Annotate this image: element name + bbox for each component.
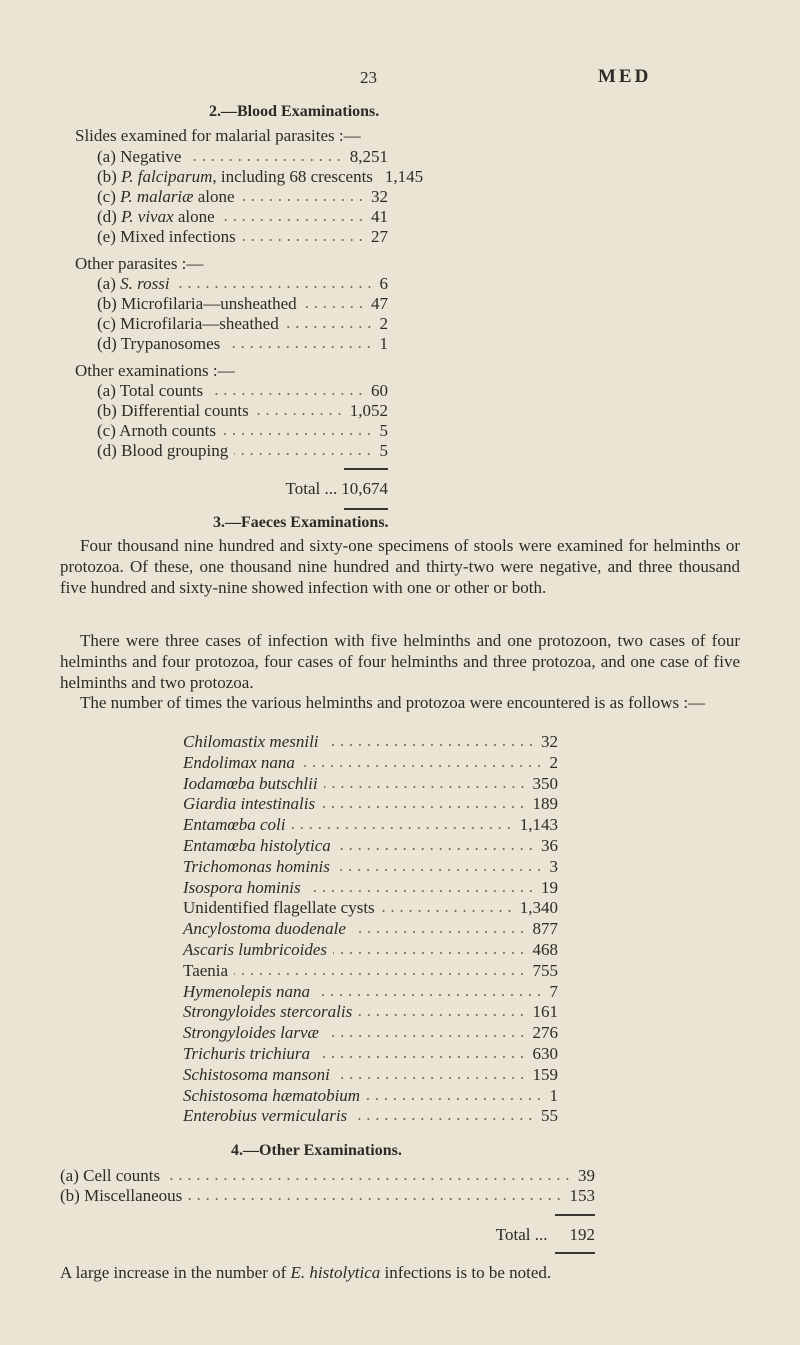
total-value: 10,674 bbox=[341, 479, 388, 498]
organism-count: 1,143 bbox=[519, 815, 558, 835]
paragraph: The number of times the various helminths and protozoa were encountered is as follows :— bbox=[80, 693, 706, 712]
total-label: Total ... bbox=[495, 1225, 548, 1244]
dot-leader bbox=[241, 198, 365, 202]
organism-count: 755 bbox=[532, 960, 558, 980]
organism-row bbox=[183, 1106, 558, 1126]
dot-leader bbox=[316, 1055, 526, 1059]
label-segment: (a) Total counts bbox=[97, 381, 204, 400]
organism-name: Endolimax nana bbox=[183, 752, 295, 772]
organism-row bbox=[183, 753, 558, 773]
organism-row bbox=[183, 878, 558, 898]
organism-name: Strongyloides larvæ bbox=[183, 1023, 319, 1043]
dot-leader bbox=[187, 158, 343, 162]
dot-leader bbox=[291, 826, 513, 830]
organism-count: 2 bbox=[549, 752, 558, 772]
row-value: 1 bbox=[379, 334, 388, 353]
organism-row bbox=[183, 1086, 558, 1106]
dot-leader bbox=[242, 238, 365, 242]
organism-row bbox=[183, 1023, 558, 1043]
dot-leader bbox=[336, 868, 544, 872]
organism-name: Strongyloides stercoralis bbox=[183, 1002, 353, 1022]
organism-name: Enterobius vermicularis bbox=[183, 1106, 348, 1126]
row-value: 8,251 bbox=[349, 147, 388, 166]
note-segment: A large increase in the number of bbox=[60, 1263, 291, 1282]
dot-leader bbox=[303, 305, 365, 309]
dot-leader bbox=[176, 285, 374, 289]
blood-row bbox=[97, 147, 388, 167]
organism-count: 1,340 bbox=[519, 898, 558, 918]
dot-leader bbox=[325, 1034, 527, 1038]
label-segment: (d) Blood grouping bbox=[97, 441, 229, 460]
organism-row bbox=[183, 1044, 558, 1064]
organism-row bbox=[183, 794, 558, 814]
closing-note bbox=[60, 1263, 551, 1283]
row-label bbox=[97, 207, 215, 227]
dot-leader bbox=[381, 909, 514, 913]
label-segment: (d) bbox=[97, 207, 122, 226]
row-label bbox=[97, 441, 228, 461]
blood-row bbox=[97, 227, 388, 247]
total-rule bbox=[555, 1214, 595, 1216]
blood-row bbox=[97, 274, 388, 294]
label-segment: (b) Differential counts bbox=[97, 401, 249, 420]
organism-name: Ancylostoma duodenale bbox=[183, 919, 346, 939]
label-segment: (e) Mixed infections bbox=[97, 227, 236, 246]
row-label bbox=[97, 314, 279, 334]
organism-name: Unidentified flagellate cysts bbox=[183, 898, 375, 918]
dot-leader bbox=[321, 805, 526, 809]
faeces-section-title: 3.—Faeces Examinations. bbox=[213, 514, 389, 531]
organism-name: Entamœba coli bbox=[183, 815, 286, 835]
row-value: 5 bbox=[379, 421, 388, 440]
label-segment: (c) Microfilaria—sheathed bbox=[97, 314, 279, 333]
dot-leader bbox=[325, 743, 535, 747]
organism-count: 189 bbox=[532, 794, 558, 814]
row-value: 39 bbox=[578, 1166, 595, 1185]
dot-leader bbox=[226, 345, 373, 349]
organism-name: Iodamœba butschlii bbox=[183, 773, 318, 793]
dot-leader bbox=[301, 764, 544, 768]
label-segment: alone bbox=[193, 187, 235, 206]
total-double-rule bbox=[344, 508, 388, 510]
dot-leader bbox=[333, 951, 526, 955]
row-label bbox=[97, 147, 181, 167]
row-value: 2 bbox=[379, 314, 388, 333]
row-value: 1,052 bbox=[349, 401, 388, 420]
row-label bbox=[97, 167, 373, 187]
organism-count: 19 bbox=[541, 877, 558, 897]
row-label bbox=[97, 227, 236, 247]
other-row bbox=[60, 1186, 595, 1206]
row-value: 27 bbox=[371, 227, 388, 246]
label-segment: (a) Negative bbox=[97, 147, 182, 166]
dot-leader bbox=[234, 452, 373, 456]
dot-leader bbox=[352, 930, 527, 934]
dot-leader bbox=[336, 1076, 527, 1080]
organism-count: 7 bbox=[549, 981, 558, 1001]
organism-count: 3 bbox=[549, 856, 558, 876]
dot-leader bbox=[358, 1013, 526, 1017]
organism-row bbox=[183, 732, 558, 752]
row-value: 5 bbox=[379, 441, 388, 460]
dot-leader bbox=[324, 785, 527, 789]
organism-name: Entamœba histolytica bbox=[183, 836, 331, 855]
organism-count: 468 bbox=[532, 940, 558, 959]
organism-name: Hymenolepis nana bbox=[183, 981, 311, 1001]
label-segment: , including 68 crescents bbox=[212, 167, 373, 186]
other-row bbox=[60, 1166, 595, 1186]
row-label bbox=[97, 421, 216, 441]
label-segment: P. falciparum bbox=[121, 167, 213, 186]
organism-count: 276 bbox=[532, 1023, 558, 1043]
label-segment: (a) bbox=[97, 274, 121, 293]
row-label: (a) Cell counts bbox=[60, 1166, 161, 1185]
label-segment: (c) bbox=[97, 187, 121, 206]
row-label bbox=[97, 187, 235, 207]
organism-count: 32 bbox=[541, 732, 558, 751]
label-segment: P. malariæ bbox=[120, 187, 194, 206]
group-heading: Other examinations :— bbox=[75, 361, 235, 380]
organism-row bbox=[183, 815, 558, 835]
blood-total-row bbox=[285, 479, 388, 499]
row-value: 32 bbox=[371, 187, 388, 206]
label-segment: (b) bbox=[97, 167, 122, 186]
organism-count: 350 bbox=[532, 773, 558, 793]
organism-row bbox=[183, 1065, 558, 1085]
note-segment: E. histolytica bbox=[290, 1263, 381, 1282]
blood-section-title: 2.—Blood Examinations. bbox=[209, 103, 380, 120]
organism-name: Chilomastix mesnili bbox=[183, 732, 319, 751]
organism-name: Schistosoma hæmatobium bbox=[183, 1085, 361, 1105]
row-value: 1,145 bbox=[384, 167, 424, 186]
total-label: Total ... bbox=[285, 479, 338, 498]
organism-count: 36 bbox=[541, 836, 558, 855]
organism-row bbox=[183, 836, 558, 856]
dot-leader bbox=[353, 1117, 535, 1121]
organism-name: Isospora hominis bbox=[183, 877, 301, 897]
organism-name: Ascaris lumbricoides bbox=[183, 940, 328, 959]
dot-leader bbox=[166, 1177, 572, 1181]
total-double-rule bbox=[555, 1252, 595, 1254]
organism-name: Trichuris trichiura bbox=[183, 1044, 311, 1063]
blood-row bbox=[97, 441, 388, 461]
row-label bbox=[97, 294, 297, 314]
row-label bbox=[97, 401, 249, 421]
blood-row bbox=[97, 334, 388, 354]
total-value: 192 bbox=[569, 1225, 595, 1244]
organism-row bbox=[183, 857, 558, 877]
paragraph: There were three cases of infection with five helminths and one protozoon, two cases of four helminths and four protozoa, four cases of four helminths and three protozoa, and one case of five helminths and two protozoa. bbox=[60, 631, 740, 692]
label-segment: P. vivax bbox=[121, 207, 174, 226]
organism-count: 1 bbox=[549, 1085, 558, 1105]
organism-count: 161 bbox=[532, 1002, 558, 1022]
label-segment: alone bbox=[173, 207, 215, 226]
organism-name: Giardia intestinalis bbox=[183, 794, 316, 814]
total-rule bbox=[344, 468, 388, 470]
dot-leader bbox=[221, 218, 365, 222]
organism-count: 877 bbox=[532, 919, 558, 939]
paragraph: Four thousand nine hundred and sixty-one specimens of stools were examined for helminths or protozoa. Of these, one thousand nine hundred and thirty-two were negative, and three thousand five hundred and sixty-nine showed infection with one or other or both. bbox=[60, 536, 740, 597]
dot-leader bbox=[234, 972, 526, 976]
row-label bbox=[97, 334, 220, 354]
organism-row bbox=[183, 961, 558, 981]
organism-name: Trichomonas hominis bbox=[183, 856, 330, 876]
blood-row bbox=[97, 314, 388, 334]
organism-row bbox=[183, 982, 558, 1002]
row-value: 153 bbox=[569, 1186, 595, 1205]
organism-row bbox=[183, 898, 558, 918]
blood-row bbox=[97, 421, 388, 441]
dot-leader bbox=[285, 325, 374, 329]
organism-row bbox=[183, 774, 558, 794]
blood-row bbox=[97, 381, 388, 401]
row-label: (b) Miscellaneous bbox=[60, 1186, 183, 1205]
organism-row bbox=[183, 1002, 558, 1022]
dot-leader bbox=[307, 889, 535, 893]
dot-leader bbox=[366, 1097, 543, 1101]
row-value: 60 bbox=[371, 381, 388, 400]
row-value: 41 bbox=[371, 207, 388, 226]
other-section-title: 4.—Other Examinations. bbox=[231, 1142, 402, 1159]
label-segment: (c) Arnoth counts bbox=[97, 421, 216, 440]
dot-leader bbox=[255, 412, 344, 416]
label-segment: S. rossi bbox=[120, 274, 170, 293]
organism-count: 630 bbox=[532, 1044, 558, 1063]
blood-row bbox=[97, 401, 388, 421]
row-label bbox=[97, 381, 203, 401]
dot-leader bbox=[337, 847, 535, 851]
row-label bbox=[97, 274, 170, 294]
blood-row bbox=[97, 187, 388, 207]
label-segment: (d) Trypanosomes bbox=[97, 334, 221, 353]
organism-name: Taenia bbox=[183, 960, 229, 980]
blood-row bbox=[97, 167, 424, 187]
blood-row bbox=[97, 207, 388, 227]
organism-count: 55 bbox=[541, 1106, 558, 1126]
row-value: 6 bbox=[379, 274, 388, 293]
dot-leader bbox=[209, 392, 365, 396]
dot-leader bbox=[188, 1197, 563, 1201]
label-segment: (b) Microfilaria—unsheathed bbox=[97, 294, 297, 313]
blood-row bbox=[97, 294, 388, 314]
organism-name: Schistosoma mansoni bbox=[183, 1064, 330, 1084]
organism-count: 159 bbox=[532, 1064, 558, 1084]
organism-row bbox=[183, 940, 558, 960]
note-segment: infections is to be noted. bbox=[380, 1263, 552, 1282]
page-number: 23 bbox=[360, 68, 377, 87]
other-total-row bbox=[400, 1225, 595, 1245]
running-head: MED bbox=[598, 66, 652, 87]
dot-leader bbox=[222, 432, 374, 436]
organism-row bbox=[183, 919, 558, 939]
group-heading: Slides examined for malarial parasites :— bbox=[75, 126, 361, 145]
dot-leader bbox=[316, 993, 543, 997]
row-value: 47 bbox=[371, 294, 388, 313]
group-heading: Other parasites :— bbox=[75, 254, 204, 273]
